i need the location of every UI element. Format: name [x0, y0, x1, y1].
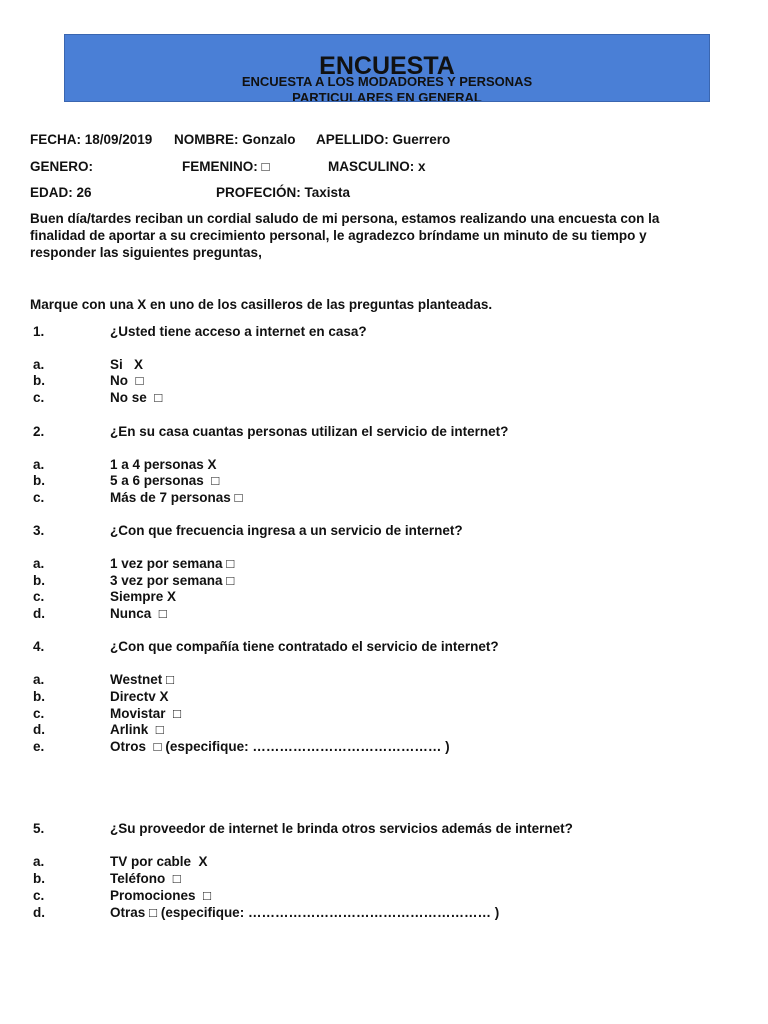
option-text: Otras □ (especifique: ……………………………………………… )	[110, 905, 500, 920]
option-text: Directv X	[110, 689, 169, 704]
option-text: Si X	[110, 357, 144, 372]
question-number: 5.	[33, 821, 45, 836]
option-text: Más de 7 personas □	[110, 490, 243, 505]
option-letter: b.	[33, 689, 45, 704]
question-number: 1.	[33, 324, 45, 339]
option-letter: a.	[33, 457, 45, 472]
option-letter: b.	[33, 373, 45, 388]
header-banner	[64, 34, 710, 102]
question-text: ¿Usted tiene acceso a internet en casa?	[110, 324, 367, 339]
question-text: ¿Con que compañía tiene contratado el servicio de internet?	[110, 639, 499, 654]
nombre-field: NOMBRE: Gonzalo	[174, 132, 296, 147]
option-letter: c.	[33, 490, 45, 505]
option-letter: c.	[33, 390, 45, 405]
option-letter: d.	[33, 905, 45, 920]
document-subtitle-line2: PARTICULARES EN GENERAL	[292, 90, 482, 102]
option-letter: a.	[33, 854, 45, 869]
edad-field: EDAD: 26	[30, 185, 92, 200]
option-letter: b.	[33, 871, 45, 886]
option-letter: c.	[33, 706, 45, 721]
option-text: 5 a 6 personas □	[110, 473, 220, 488]
question-text: ¿Con que frecuencia ingresa a un servicio de internet?	[110, 523, 463, 538]
option-text: Siempre X	[110, 589, 177, 604]
question-text: ¿Su proveedor de internet le brinda otros servicios además de internet?	[110, 821, 573, 836]
document-title: ENCUESTA	[319, 52, 455, 80]
option-letter: e.	[33, 739, 45, 754]
option-text: TV por cable X	[110, 854, 208, 869]
option-text: Movistar □	[110, 706, 182, 721]
genero-label: GENERO:	[30, 159, 94, 174]
masculino-field: MASCULINO: x	[328, 159, 426, 174]
question-number: 4.	[33, 639, 45, 654]
option-letter: a.	[33, 672, 45, 687]
option-letter: a.	[33, 357, 45, 372]
question-number: 3.	[33, 523, 45, 538]
option-text: Nunca □	[110, 606, 167, 621]
option-text: Otros □ (especifique: …………………………………… )	[110, 739, 450, 754]
option-text: Promociones □	[110, 888, 212, 903]
option-text: No □	[110, 373, 144, 388]
option-text: Westnet □	[110, 672, 175, 687]
option-letter: b.	[33, 573, 45, 588]
option-text: Arlink □	[110, 722, 164, 737]
apellido-field: APELLIDO: Guerrero	[316, 132, 451, 147]
femenino-field: FEMENINO: □	[182, 159, 270, 174]
option-text: 3 vez por semana □	[110, 573, 235, 588]
option-text: No se □	[110, 390, 163, 405]
option-text: 1 a 4 personas X	[110, 457, 217, 472]
option-text: 1 vez por semana □	[110, 556, 235, 571]
option-letter: b.	[33, 473, 45, 488]
option-letter: c.	[33, 888, 45, 903]
intro-paragraph: Buen día/tardes reciban un cordial saludo de mi persona, estamos realizando una encuesta con la finalidad de aportar a su crecimiento personal, le agradezco bríndame un minuto de su tiempo y responder las siguientes preguntas,	[30, 211, 660, 260]
fecha-field: FECHA: 18/09/2019	[30, 132, 153, 147]
question-number: 2.	[33, 424, 45, 439]
document-subtitle-line1: ENCUESTA A LOS MODADORES Y PERSONAS	[241, 74, 533, 89]
instruction-text: Marque con una X en uno de los casilleros de las preguntas planteadas.	[30, 297, 493, 312]
option-letter: c.	[33, 589, 45, 604]
option-letter: d.	[33, 606, 45, 621]
option-letter: d.	[33, 722, 45, 737]
option-text: Teléfono □	[110, 871, 181, 886]
option-letter: a.	[33, 556, 45, 571]
profesion-field: PROFECIÓN: Taxista	[216, 185, 351, 200]
question-text: ¿En su casa cuantas personas utilizan el servicio de internet?	[110, 424, 509, 439]
